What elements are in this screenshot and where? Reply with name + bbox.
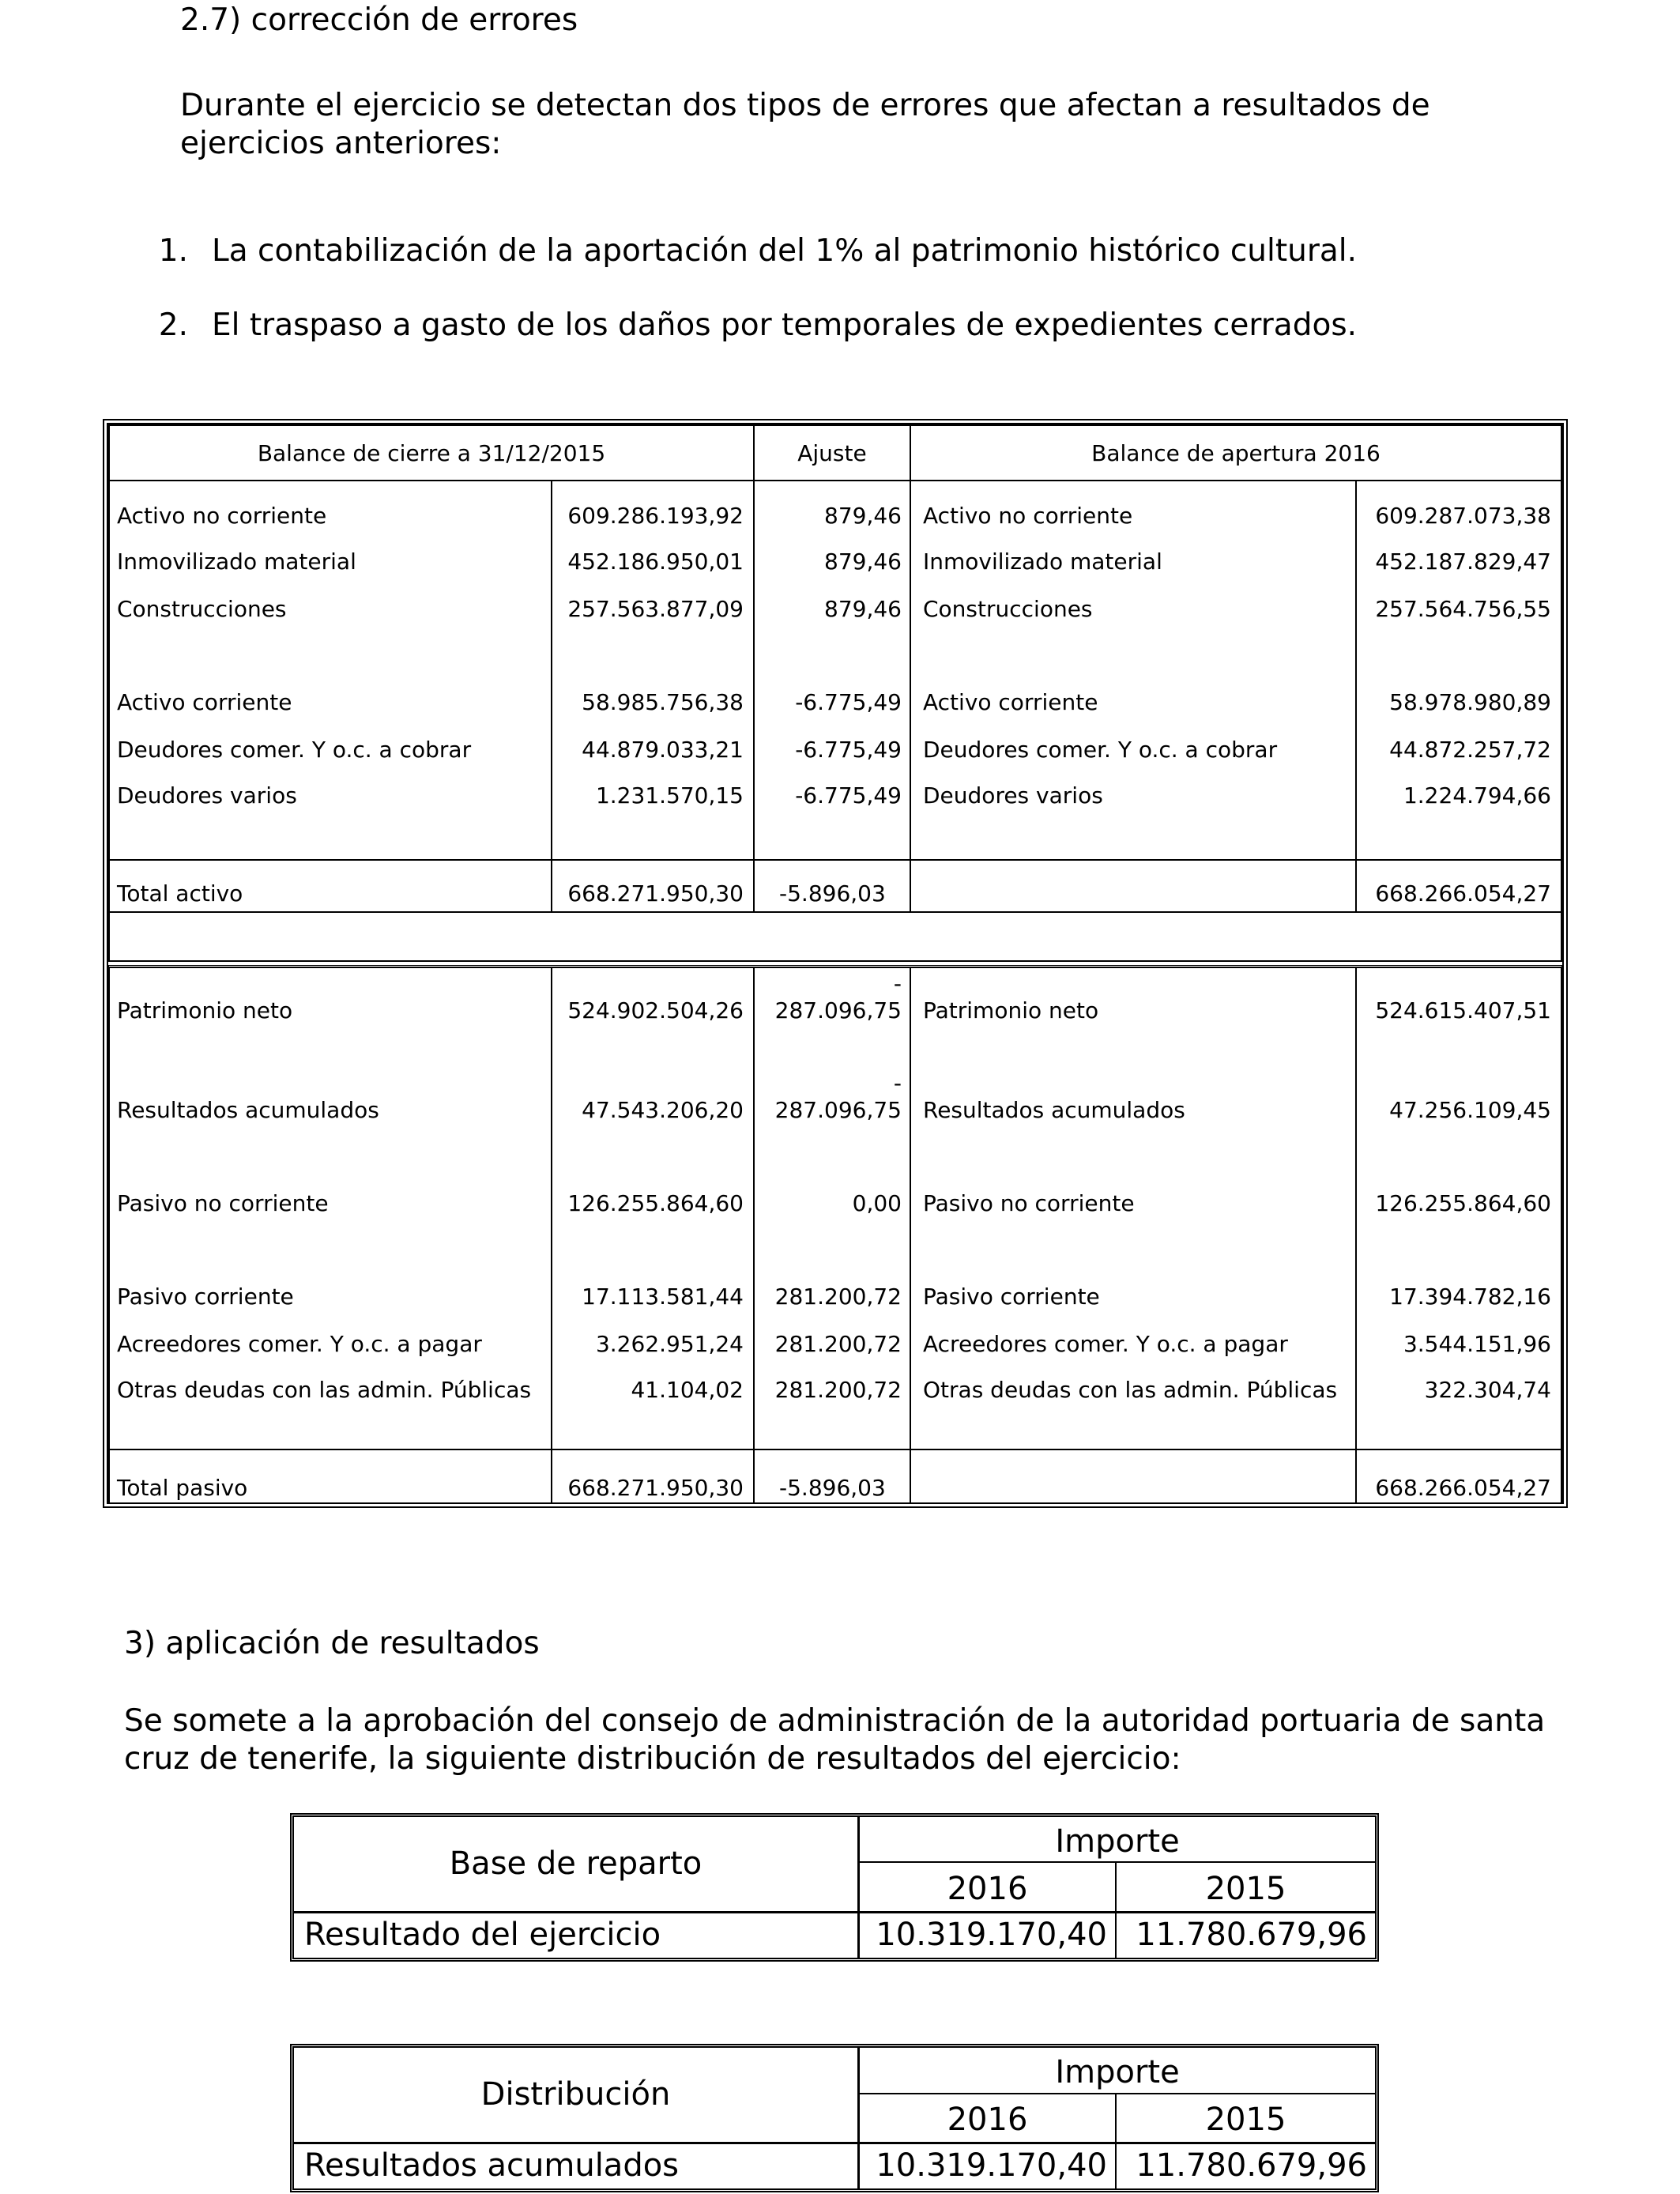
year-2016: 2016 bbox=[947, 1871, 1028, 1907]
section-heading: 2.7) corrección de errores bbox=[180, 2, 578, 38]
section-heading: 3) aplicación de resultados bbox=[124, 1626, 540, 1661]
intro-line: Durante el ejercicio se detectan dos tipos de errores que afectan a resultados de bbox=[180, 88, 1430, 123]
apertura-value: 1.224.794,66 bbox=[1403, 782, 1551, 809]
row-label: Pasivo no corriente bbox=[117, 1190, 329, 1216]
distribucion-label: Distribución bbox=[480, 2076, 671, 2113]
value-2015: 11.780.679,96 bbox=[1136, 2147, 1367, 2184]
header-apertura: Balance de apertura 2016 bbox=[1091, 440, 1381, 466]
row-label: Deudores comer. Y o.c. a cobrar bbox=[923, 737, 1278, 763]
list-item bbox=[133, 307, 1357, 345]
row-label: Inmovilizado material bbox=[117, 548, 356, 575]
intro-line: ejercicios anteriores: bbox=[180, 126, 502, 161]
ajuste-value: 0,00 bbox=[852, 1190, 902, 1216]
header-cierre: Balance de cierre a 31/12/2015 bbox=[257, 440, 606, 466]
cierre-value: 1.231.570,15 bbox=[595, 782, 744, 809]
reparto-label: Base de reparto bbox=[449, 1845, 703, 1882]
apertura-value: 47.256.109,45 bbox=[1389, 1097, 1551, 1123]
ajuste-value: 287.096,75 bbox=[774, 1097, 902, 1123]
apertura-value: 44.872.257,72 bbox=[1389, 737, 1551, 763]
ajuste-dash: - bbox=[893, 1070, 902, 1096]
year-2016: 2016 bbox=[947, 2102, 1028, 2138]
list-item bbox=[133, 232, 1357, 270]
cierre-value: 41.104,02 bbox=[631, 1377, 744, 1403]
ajuste-value: -6.775,49 bbox=[795, 782, 902, 809]
ajuste-value: -5.896,03 bbox=[779, 880, 886, 907]
apertura-value: 524.615.407,51 bbox=[1375, 997, 1551, 1023]
ajuste-value: 281.200,72 bbox=[774, 1284, 902, 1310]
list-text: El traspaso a gasto de los daños por temporales de expedientes cerrados. bbox=[212, 307, 1358, 343]
cierre-value: 452.186.950,01 bbox=[567, 548, 744, 575]
value-2015: 11.780.679,96 bbox=[1136, 1917, 1367, 1953]
ajuste-dash: - bbox=[893, 971, 902, 997]
intro-line: cruz de tenerife, la siguiente distribución de resultados del ejercicio: bbox=[124, 1741, 1181, 1777]
apertura-value: 322.304,74 bbox=[1424, 1377, 1551, 1403]
ajuste-value: 287.096,75 bbox=[774, 997, 902, 1023]
cierre-value: 47.543.206,20 bbox=[582, 1097, 744, 1123]
row-label: Total pasivo bbox=[117, 1475, 248, 1501]
row-label: Acreedores comer. Y o.c. a pagar bbox=[923, 1331, 1288, 1357]
cierre-value: 58.985.756,38 bbox=[582, 689, 744, 715]
row-label: Deudores varios bbox=[117, 782, 297, 809]
row-label: Patrimonio neto bbox=[923, 997, 1099, 1023]
row-label: Pasivo corriente bbox=[923, 1284, 1100, 1310]
ajuste-value: 281.200,72 bbox=[774, 1377, 902, 1403]
header-ajuste: Ajuste bbox=[797, 440, 867, 466]
row-label: Activo no corriente bbox=[923, 503, 1133, 529]
apertura-value: 3.544.151,96 bbox=[1403, 1331, 1551, 1357]
ajuste-value: 879,46 bbox=[824, 548, 902, 575]
cierre-value: 524.902.504,26 bbox=[567, 997, 744, 1023]
ajuste-value: -6.775,49 bbox=[795, 689, 902, 715]
row-label: Patrimonio neto bbox=[117, 997, 293, 1023]
cierre-value: 126.255.864,60 bbox=[567, 1190, 744, 1216]
apertura-value: 126.255.864,60 bbox=[1375, 1190, 1551, 1216]
ajuste-value: -6.775,49 bbox=[795, 737, 902, 763]
list-number: 1. bbox=[158, 233, 188, 269]
row-label: Activo corriente bbox=[923, 689, 1098, 715]
row-label: Otras deudas con las admin. Públicas bbox=[923, 1377, 1338, 1403]
year-2015: 2015 bbox=[1205, 1871, 1286, 1907]
row-label: Pasivo no corriente bbox=[923, 1190, 1135, 1216]
row-label: Deudores varios bbox=[923, 782, 1103, 809]
row-label: Activo no corriente bbox=[117, 503, 327, 529]
row-label: Otras deudas con las admin. Públicas bbox=[117, 1377, 532, 1403]
cierre-value: 3.262.951,24 bbox=[595, 1331, 744, 1357]
intro-line: Se somete a la aprobación del consejo de administración de la autoridad portuaria de santa bbox=[124, 1703, 1546, 1739]
row-label: Resultados acumulados bbox=[117, 1097, 379, 1123]
apertura-value: 609.287.073,38 bbox=[1375, 503, 1551, 529]
row-label: Deudores comer. Y o.c. a cobrar bbox=[117, 737, 472, 763]
row-label: Construcciones bbox=[923, 596, 1093, 622]
apertura-value: 452.187.829,47 bbox=[1375, 548, 1551, 575]
row-label: Inmovilizado material bbox=[923, 548, 1162, 575]
value-2016: 10.319.170,40 bbox=[876, 2147, 1107, 2184]
value-2016: 10.319.170,40 bbox=[876, 1917, 1107, 1953]
cierre-value: 257.563.877,09 bbox=[567, 596, 744, 622]
row-label: Resultados acumulados bbox=[923, 1097, 1185, 1123]
cierre-value: 17.113.581,44 bbox=[582, 1284, 744, 1310]
row-label: Total activo bbox=[117, 880, 243, 907]
cierre-value: 609.286.193,92 bbox=[567, 503, 744, 529]
row-label: Acreedores comer. Y o.c. a pagar bbox=[117, 1331, 482, 1357]
list-text: La contabilización de la aportación del 1% al patrimonio histórico cultural. bbox=[212, 233, 1358, 269]
apertura-value: 668.266.054,27 bbox=[1375, 1475, 1551, 1501]
cierre-value: 44.879.033,21 bbox=[582, 737, 744, 763]
year-2015: 2015 bbox=[1205, 2102, 1286, 2138]
ajuste-value: 879,46 bbox=[824, 503, 902, 529]
cierre-value: 668.271.950,30 bbox=[567, 1475, 744, 1501]
apertura-value: 17.394.782,16 bbox=[1389, 1284, 1551, 1310]
row-label: Resultado del ejercicio bbox=[304, 1917, 661, 1953]
ajuste-value: -5.896,03 bbox=[779, 1475, 886, 1501]
ajuste-value: 879,46 bbox=[824, 596, 902, 622]
importe-header: Importe bbox=[1055, 2054, 1180, 2090]
ajuste-value: 281.200,72 bbox=[774, 1331, 902, 1357]
apertura-value: 668.266.054,27 bbox=[1375, 880, 1551, 907]
apertura-value: 257.564.756,55 bbox=[1375, 596, 1551, 622]
row-label: Construcciones bbox=[117, 596, 287, 622]
list-number: 2. bbox=[158, 307, 188, 343]
cierre-value: 668.271.950,30 bbox=[567, 880, 744, 907]
row-label: Resultados acumulados bbox=[304, 2147, 680, 2184]
row-label: Pasivo corriente bbox=[117, 1284, 294, 1310]
row-label: Activo corriente bbox=[117, 689, 292, 715]
importe-header: Importe bbox=[1055, 1823, 1180, 1860]
apertura-value: 58.978.980,89 bbox=[1389, 689, 1551, 715]
